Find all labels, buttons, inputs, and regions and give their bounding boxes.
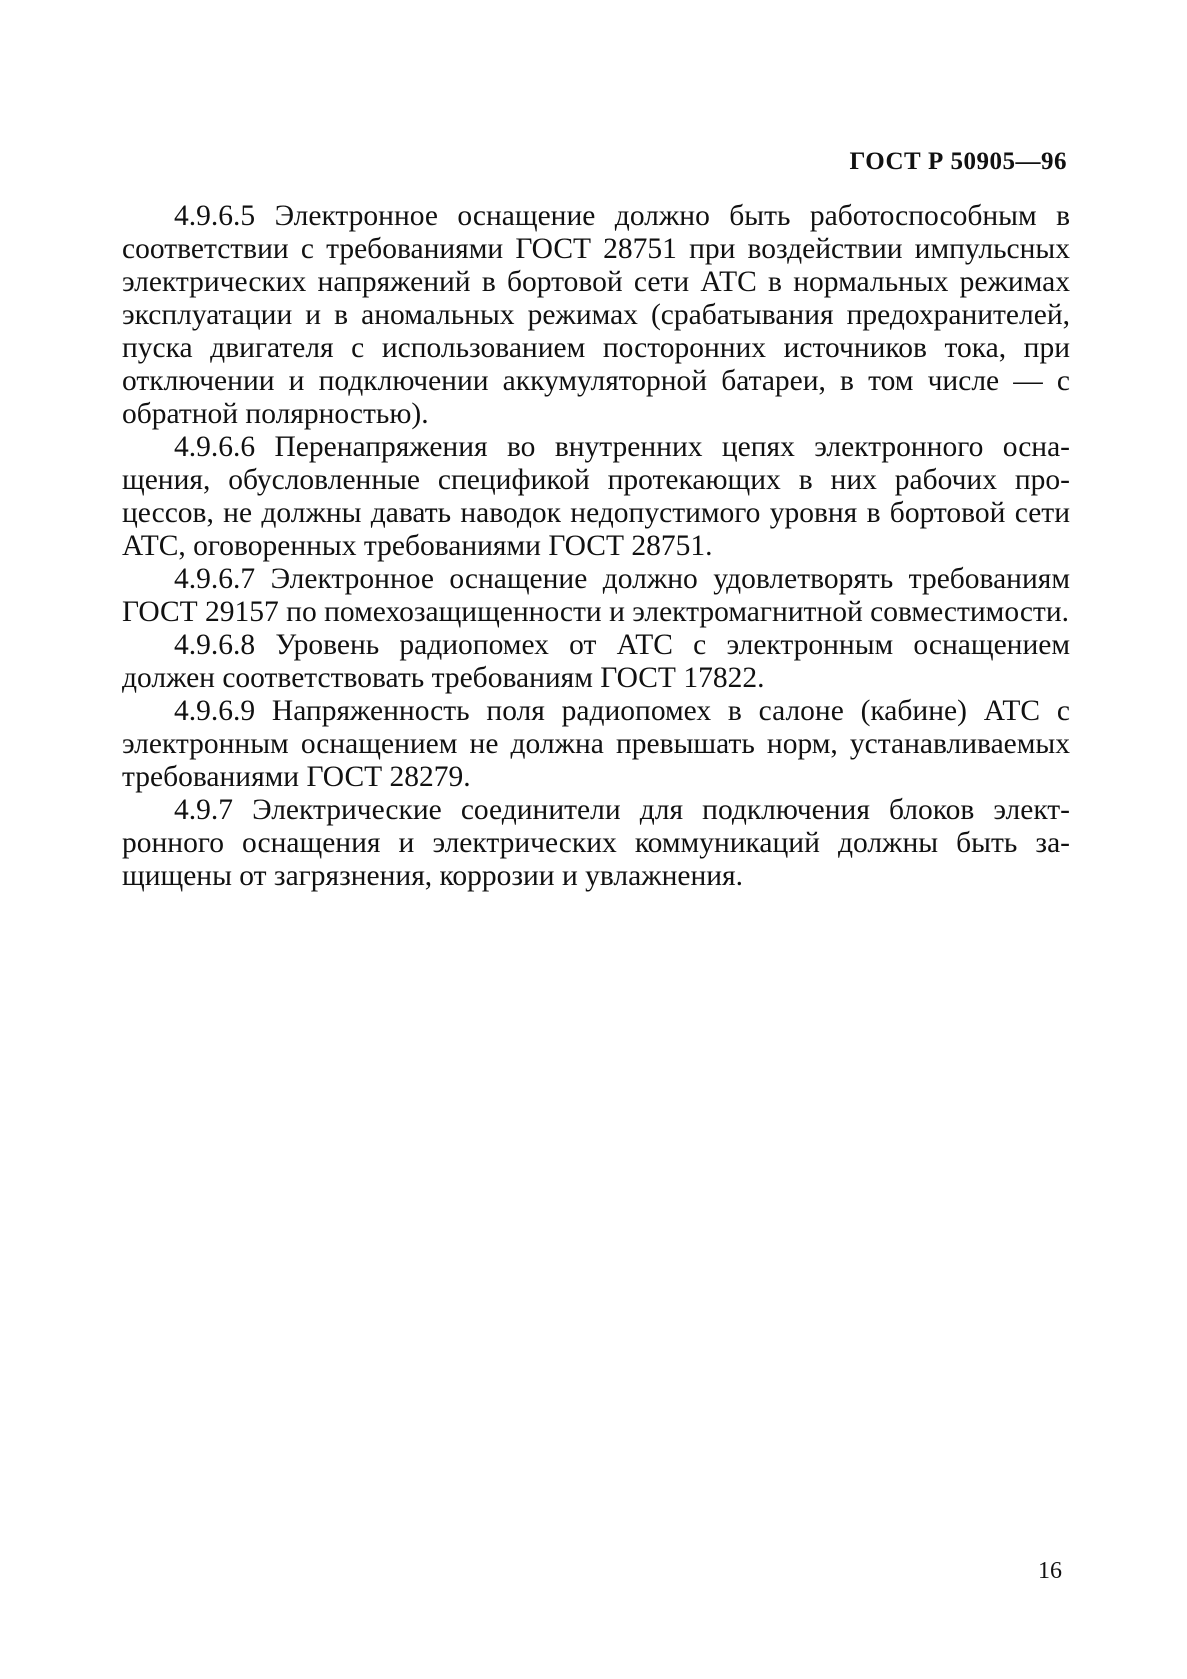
document-code-header: ГОСТ Р 50905—96 xyxy=(849,148,1067,175)
paragraph-4-9-6-6: 4.9.6.6 Перенапряжения во внутренних цепях электронного оснащения, обусловленные спецификой протекающих в них рабочих процессов, не должны давать наводок недопустимого уровня в бортовой сети АТС, оговоренных требованиями ГОСТ 28751. xyxy=(122,431,1070,562)
paragraph-4-9-6-7: 4.9.6.7 Электронное оснащение должно удовлетворять требованиям ГОСТ 29157 по помехозащищенности и электромагнитной совместимости. xyxy=(122,563,1070,628)
document-body xyxy=(122,200,1070,893)
page-number: 16 xyxy=(1038,1558,1062,1584)
paragraph-4-9-6-5: 4.9.6.5 Электронное оснащение должно быть работоспособным в соответствии с требованиями ГОСТ 28751 при воздействии импульсных электрических напряжений в бортовой сети АТС в нормальных режимах эксплуатации и в аномальных режимах (срабатывания предохранителей, пуска двигателя с использованием посторонних источников тока, при отключении и подключении аккумуляторной батареи, в том числе — с обратной полярностью). xyxy=(122,200,1070,430)
paragraph-4-9-7: 4.9.7 Электрические соединители для подключения блоков электронного оснащения и электрических коммуникаций должны быть защищены от загрязнения, коррозии и увлажнения. xyxy=(122,794,1070,892)
paragraph-4-9-6-8: 4.9.6.8 Уровень радиопомех от АТС с электронным оснащением должен соответствовать требованиям ГОСТ 17822. xyxy=(122,629,1070,694)
paragraph-4-9-6-9: 4.9.6.9 Напряженность поля радиопомех в салоне (кабине) АТС с электронным оснащением не должна превышать норм, устанавливаемых требованиями ГОСТ 28279. xyxy=(122,695,1070,793)
